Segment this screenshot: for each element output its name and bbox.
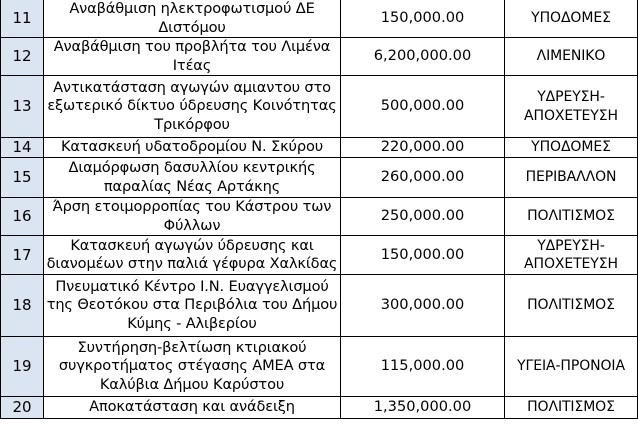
- table-row: [1, 38, 638, 76]
- table-row: [1, 198, 638, 236]
- table-row: [1, 397, 638, 419]
- project-category: ΥΔΡΕΥΣΗ-ΑΠΟΧΕΤΕΥΣΗ: [505, 236, 638, 275]
- row-number: 14: [1, 138, 44, 158]
- project-description: Αντικατάσταση αγωγών αμιαντου στο εξωτερικό δίκτυο ύδρευσης Κοινότητας Τρικόρφου: [44, 76, 341, 138]
- project-category: ΥΠΟΔΟΜΕΣ: [505, 138, 638, 158]
- row-number: 18: [1, 275, 44, 337]
- project-description: Αναβάθμιση του προβλήτα του Λιμένα Ιτέας: [44, 38, 341, 76]
- project-category: ΛΙΜΕΝΙΚΟ: [505, 38, 638, 76]
- project-budget: 1,350,000.00: [341, 397, 505, 419]
- project-description: Συντήρηση-βελτίωση κτιριακού συγκροτήματος στέγασης ΑΜΕΑ στα Καλύβια Δήμου Καρύστου: [44, 337, 341, 397]
- row-number: 15: [1, 158, 44, 198]
- project-budget: 115,000.00: [341, 337, 505, 397]
- project-budget: 300,000.00: [341, 275, 505, 337]
- project-budget: 150,000.00: [341, 0, 505, 38]
- project-budget: 260,000.00: [341, 158, 505, 198]
- row-number: 11: [1, 0, 44, 38]
- project-description: Κατασκευή υδατοδρομίου Ν. Σκύρου: [44, 138, 341, 158]
- project-budget: 250,000.00: [341, 198, 505, 236]
- project-category: ΠΟΛΙΤΙΣΜΟΣ: [505, 198, 638, 236]
- project-budget: 6,200,000.00: [341, 38, 505, 76]
- projects-table-body: [1, 0, 638, 419]
- table-row: [1, 275, 638, 337]
- project-category: ΥΔΡΕΥΣΗ-ΑΠΟΧΕΤΕΥΣΗ: [505, 76, 638, 138]
- project-category: ΥΠΟΔΟΜΕΣ: [505, 0, 638, 38]
- table-row: [1, 236, 638, 275]
- project-category: ΠΕΡΙΒΑΛΛΟΝ: [505, 158, 638, 198]
- project-category: ΠΟΛΙΤΙΣΜΟΣ: [505, 275, 638, 337]
- project-description: Αποκατάσταση και ανάδειξη: [44, 397, 341, 419]
- project-description: Κατασκευή αγωγών ύδρευσης και διανομέων στην παλιά γέφυρα Χαλκίδας: [44, 236, 341, 275]
- project-category: ΠΟΛΙΤΙΣΜΟΣ: [505, 397, 638, 419]
- table-row: [1, 138, 638, 158]
- project-budget: 220,000.00: [341, 138, 505, 158]
- project-budget: 500,000.00: [341, 76, 505, 138]
- project-description: Πνευματικό Κέντρο Ι.Ν. Ευαγγελισμού της Θεοτόκου στα Περιβόλια του Δήμου Κύμης - Αλιβερίου: [44, 275, 341, 337]
- row-number: 16: [1, 198, 44, 236]
- table-row: [1, 337, 638, 397]
- row-number: 17: [1, 236, 44, 275]
- row-number: 13: [1, 76, 44, 138]
- row-number: 20: [1, 397, 44, 419]
- row-number: 19: [1, 337, 44, 397]
- project-budget: 150,000.00: [341, 236, 505, 275]
- table-row: [1, 158, 638, 198]
- row-number: 12: [1, 38, 44, 76]
- project-category: ΥΓΕΙΑ-ΠΡΟΝΟΙΑ: [505, 337, 638, 397]
- project-description: Άρση ετοιμορροπίας του Κάστρου των Φύλλων: [44, 198, 341, 236]
- table-row: [1, 0, 638, 38]
- table-row: [1, 76, 638, 138]
- project-description: Αναβάθμιση ηλεκτροφωτισμού ΔΕ Διστόμου: [44, 0, 341, 38]
- project-description: Διαμόρφωση δασυλλίου κεντρικής παραλίας Νέας Αρτάκης: [44, 158, 341, 198]
